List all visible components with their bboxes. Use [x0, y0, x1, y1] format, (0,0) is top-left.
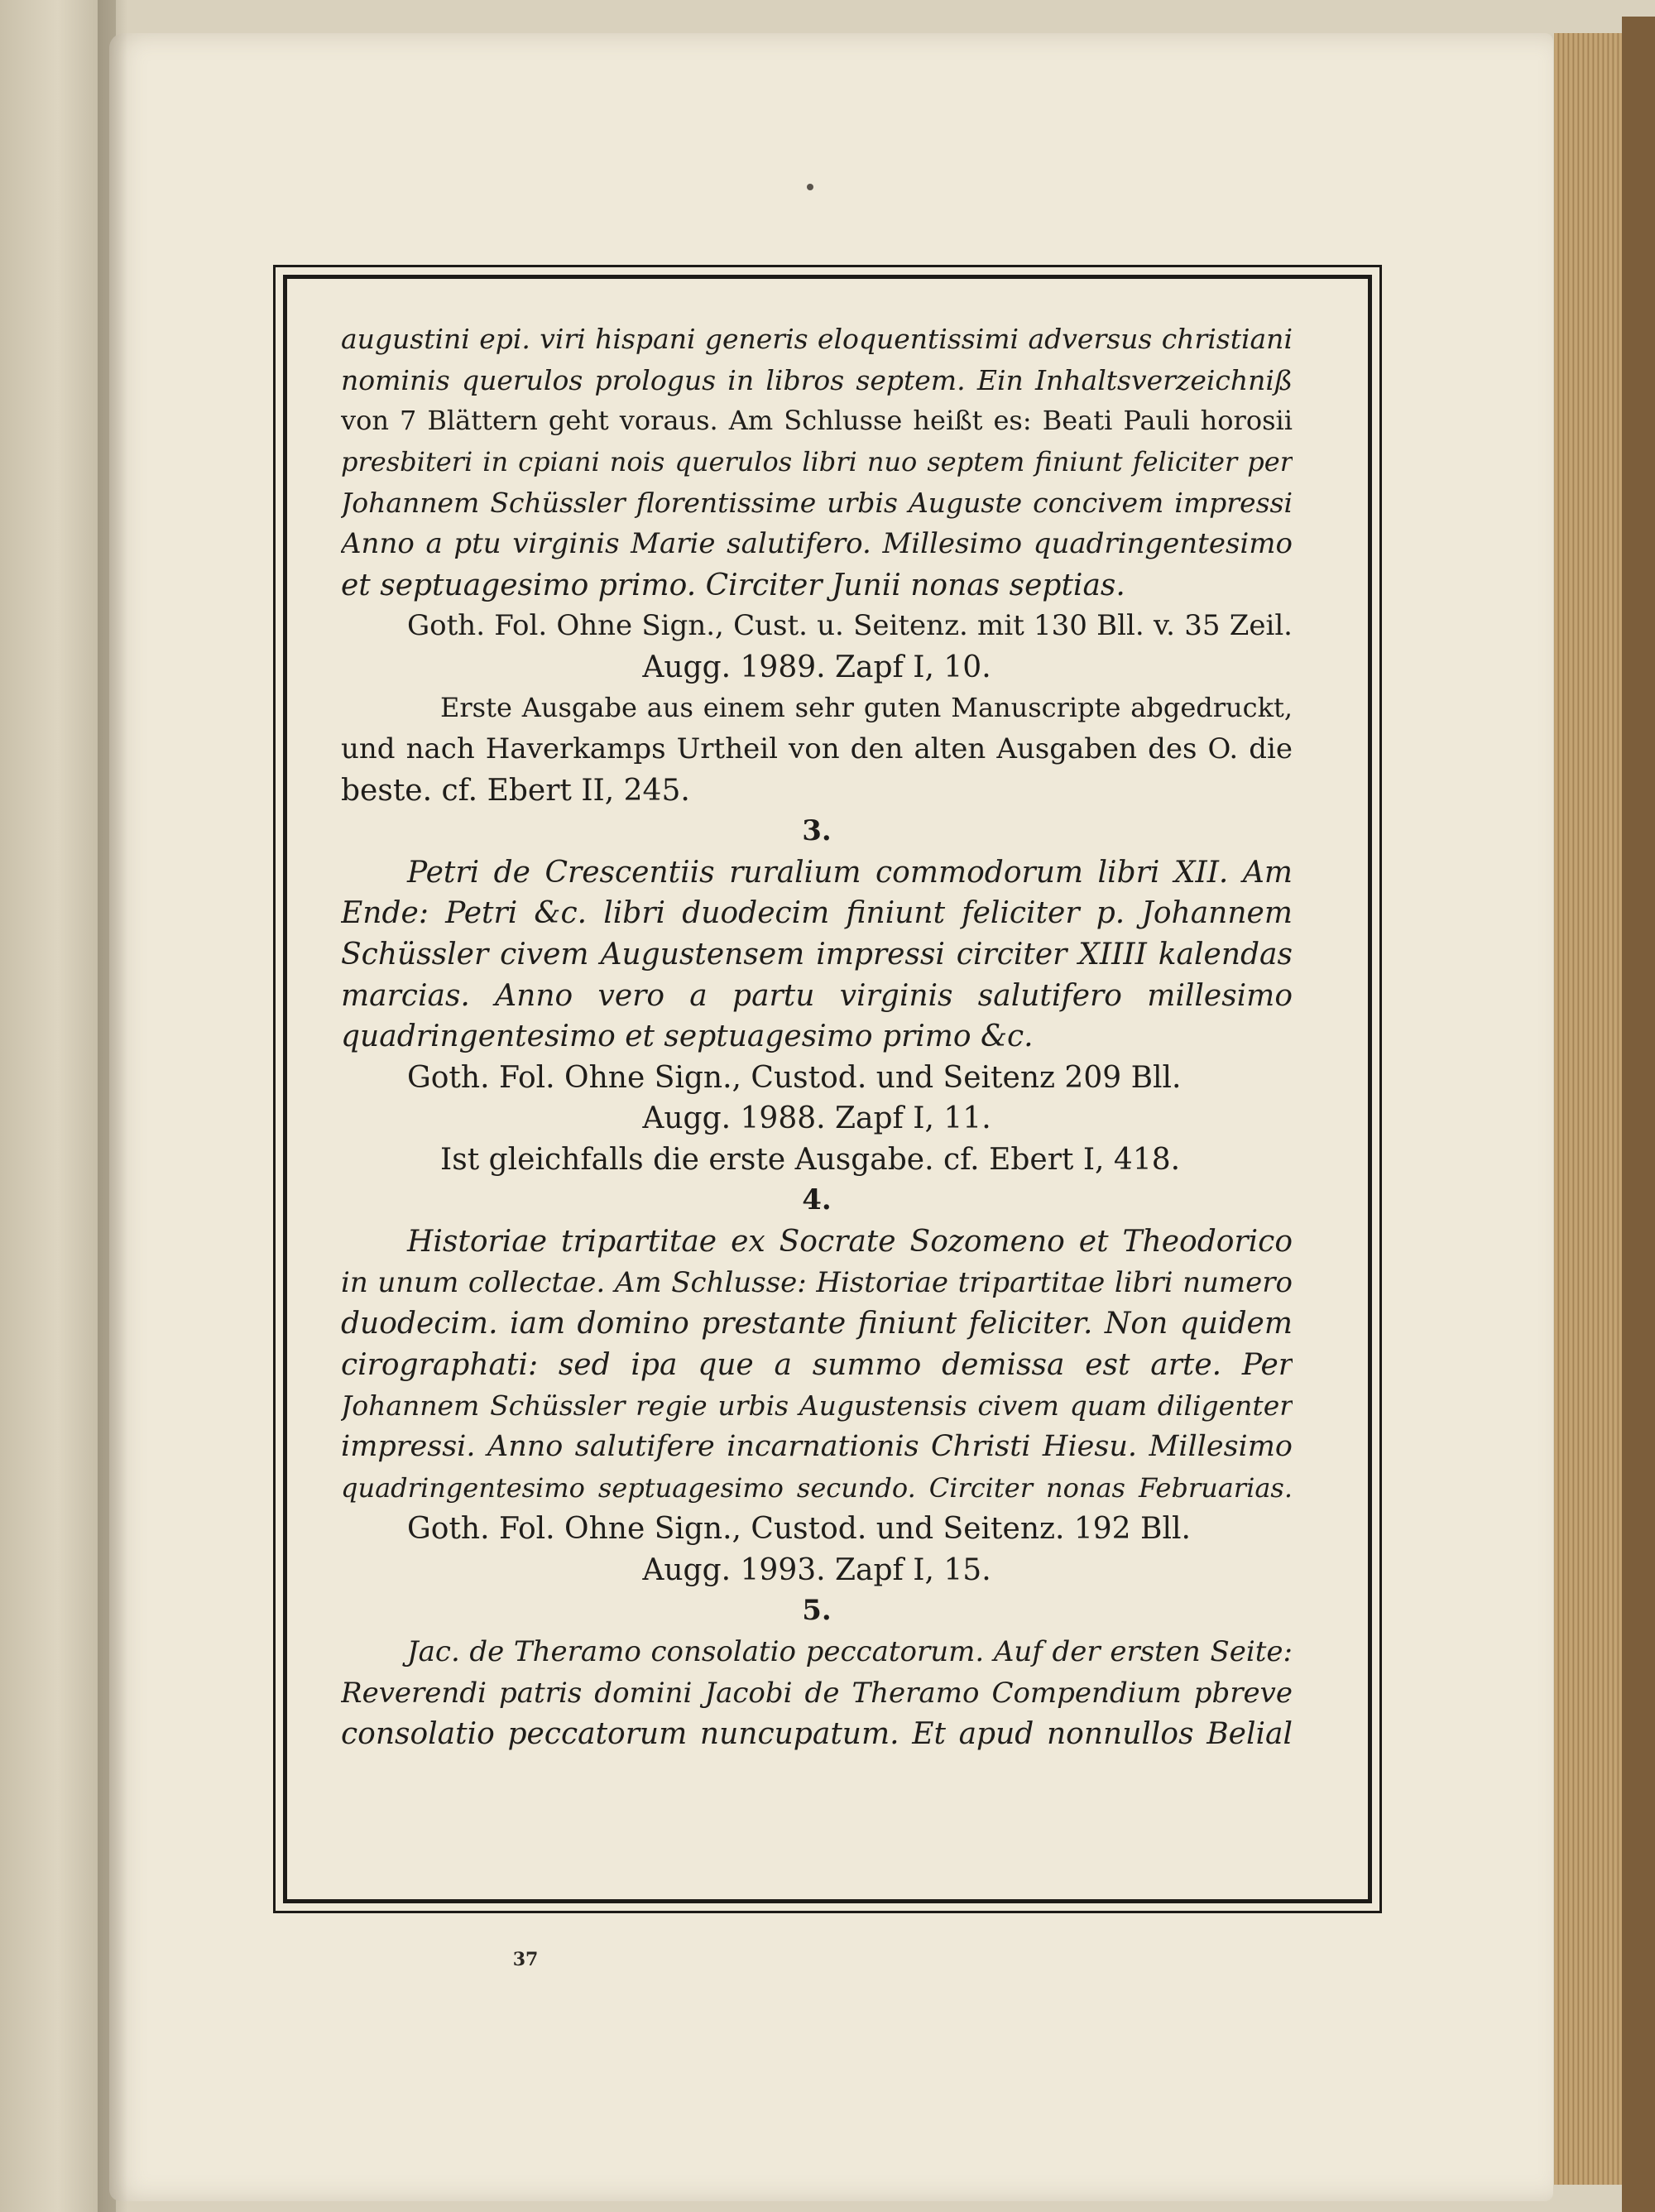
entry-number: 5.	[802, 1594, 832, 1628]
text-line: Goth. Fol. Ohne Sign., Custod. und Seitenz 209 Bll.	[407, 1060, 1182, 1095]
text-line: presbiteri in cpiani nois querulos libri nuo septem finiunt feliciter per	[341, 445, 1293, 477]
page-text	[341, 319, 1293, 1755]
text-line: marcias. Anno vero a partu virginis salutifero millesimo	[341, 978, 1293, 1013]
book-cover-edge	[1622, 17, 1655, 2212]
ink-speck	[807, 184, 813, 190]
text-line: quadringentesimo septuagesimo secundo. Circiter nonas Februarias.	[341, 1471, 1293, 1504]
text-line: augustini epi. viri hispani generis eloquentissimi adversus christiani	[341, 323, 1293, 355]
text-line: Jac. de Theramo consolatio peccatorum. Auf der ersten Seite:	[407, 1635, 1293, 1668]
text-line: Ende: Petri &c. libri duodecim finiunt feliciter p. Johannem	[341, 896, 1293, 931]
entry-number: 3.	[802, 814, 832, 848]
book-gutter	[98, 0, 127, 2212]
text-line: in unum collectae. Am Schlusse: Historiae tripartitae libri numero	[341, 1265, 1293, 1299]
text-line: beste. cf. Ebert II, 245.	[341, 773, 690, 808]
text-line: Goth. Fol. Ohne Sign., Custod. und Seitenz. 192 Bll.	[407, 1512, 1191, 1547]
text-line: cirographati: sed ipa que a summo demissa est arte. Per	[341, 1347, 1293, 1382]
text-line: Ist gleichfalls die erste Ausgabe. cf. Ebert I, 418.	[440, 1142, 1181, 1177]
text-line: Goth. Fol. Ohne Sign., Cust. u. Seitenz. mit 130 Bll. v. 35 Zeil.	[407, 609, 1293, 643]
page-number: 37	[512, 1949, 539, 1970]
text-line: Augg. 1993. Zapf I, 15.	[642, 1552, 991, 1587]
text-line: Historiae tripartitae ex Socrate Sozomeno et Theodorico	[407, 1225, 1293, 1260]
text-line: Schüssler civem Augustensem impressi circiter XIIII kalendas	[341, 937, 1293, 972]
text-line: Augg. 1988. Zapf I, 11.	[642, 1101, 991, 1136]
text-line: Erste Ausgabe aus einem sehr guten Manuscripte abgedruckt,	[440, 692, 1293, 724]
text-line: nominis querulos prologus in libros septem. Ein Inhaltsverzeichniß	[341, 363, 1293, 396]
page-block-edge	[1554, 33, 1629, 2185]
text-line: von 7 Blättern geht voraus. Am Schlusse heißt es: Beati Pauli horosii	[341, 405, 1293, 437]
text-line: Anno a ptu virginis Marie salutifero. Millesimo quadringentesimo	[341, 526, 1293, 560]
text-line: et septuagesimo primo. Circiter Junii nonas septias.	[341, 568, 1125, 602]
text-line: Johannem Schüssler florentissime urbis Auguste concivem impressi	[341, 487, 1293, 520]
text-line: consolatio peccatorum nuncupatum. Et apud nonnullos Belial	[341, 1717, 1293, 1752]
text-line: Johannem Schüssler regie urbis Augustensis civem quam diligenter	[341, 1389, 1293, 1423]
text-line: duodecim. iam domino prestante finiunt feliciter. Non quidem	[341, 1307, 1293, 1341]
text-line: Reverendi patris domini Jacobi de Theramo Compendium pbreve	[341, 1676, 1293, 1710]
text-line: quadringentesimo et septuagesimo primo &c.	[341, 1020, 1034, 1054]
text-line: und nach Haverkamps Urtheil von den alten Ausgaben des O. die	[341, 732, 1293, 765]
entry-number: 4.	[802, 1183, 832, 1217]
text-line: impressi. Anno salutifere incarnationis Christi Hiesu. Millesimo	[341, 1430, 1293, 1464]
text-line: Petri de Crescentiis ruralium commodorum libri XII. Am	[407, 855, 1293, 890]
text-line: Augg. 1989. Zapf I, 10.	[642, 650, 991, 684]
